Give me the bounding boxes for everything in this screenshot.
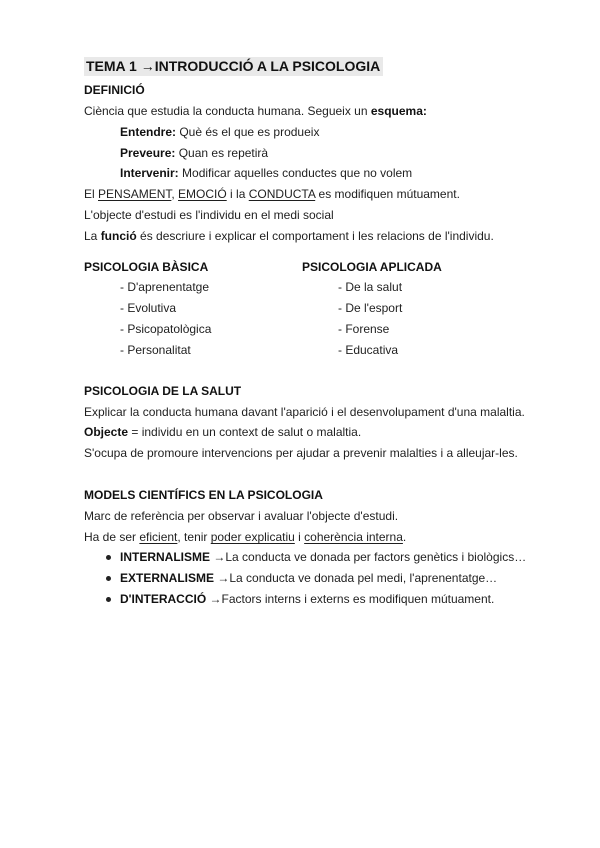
models-line-2 [84,529,406,545]
definicio-line-1 [84,186,460,202]
text-run: , tenir [177,530,211,544]
bullet-icon [106,576,111,581]
bold-term: funció [100,229,137,243]
scheme-item [120,145,268,161]
arrow-icon: → [206,592,222,606]
scheme-item [120,124,319,140]
list-item: - D'aprenentatge [120,280,210,294]
text-run: La [84,229,101,243]
list-item [120,570,497,586]
section-heading-models: MODELS CIENTÍFICS EN LA PSICOLOGIA [84,488,323,502]
text-run: es modifiquen mútuament. [315,187,460,201]
text-run: Ha de ser [84,530,140,544]
text-run: La conducta ve donada per factors genètics i biològics… [225,550,527,564]
list-item [120,591,494,607]
text-run: , [171,187,179,201]
section-heading-aplicada: PSICOLOGIA APLICADA [302,260,442,274]
list-item: - Educativa [338,343,399,357]
salut-line-3: S'ocupa de promoure intervencions per ajudar a prevenir malalties i a alleujar-les. [84,446,518,460]
list-item: - De la salut [338,280,403,294]
text-run: . [402,530,407,544]
text-run: La conducta ve donada pel medi, l'aprenentatge… [229,571,498,585]
bold-term: D'INTERACCIÓ [120,592,207,606]
text-run: i [294,530,305,544]
arrow-icon: → [214,571,230,585]
section-heading-definicio: DEFINICIÓ [84,83,145,97]
underlined-term: PENSAMENT [98,187,172,201]
definicio-line-2: L'objecte d'estudi es l'individu en el medi social [84,208,334,222]
underlined-term: coherència interna [304,530,403,544]
underlined-term: CONDUCTA [248,187,316,201]
scheme-desc: Quan es repetirà [175,146,269,160]
list-item: - Forense [338,322,390,336]
definicio-intro-text: Ciència que estudia la conducta humana. Segueix un [84,104,371,118]
underlined-term: eficient [139,530,178,544]
models-line-1: Marc de referència per observar i avaluar l'objecte d'estudi. [84,509,399,523]
page-title: TEMA 1 →INTRODUCCIÓ A LA PSICOLOGIA [84,57,383,76]
definicio-intro [84,103,427,119]
scheme-term: Preveure: [120,146,176,160]
list-item: - Evolutiva [120,301,177,315]
arrow-icon: → [210,550,226,564]
definicio-line-3 [84,228,494,244]
bullet-icon [106,555,111,560]
scheme-item [120,165,412,181]
scheme-desc: Modificar aquelles conductes que no volem [178,166,413,180]
underlined-term: poder explicatiu [210,530,295,544]
salut-line-1: Explicar la conducta humana davant l'aparició i el desenvolupament d'una malaltia. [84,405,525,419]
text-run: és descriure i explicar el comportament i les relacions de l'individu. [136,229,494,243]
list-item: - Psicopatològica [120,322,212,336]
bold-term: Objecte [84,425,129,439]
bold-term: INTERNALISME [120,550,210,564]
scheme-desc: Què és el que es produeix [176,125,320,139]
list-item [120,549,526,565]
bullet-icon [106,597,111,602]
section-heading-basica: PSICOLOGIA BÀSICA [84,260,209,274]
scheme-term: Entendre: [120,125,177,139]
text-run: Factors interns i externs es modifiquen mútuament. [221,592,495,606]
list-item: - Personalitat [120,343,191,357]
definicio-intro-bold: esquema: [370,104,427,118]
text-run: i la [226,187,249,201]
text-run: El [84,187,99,201]
list-item: - De l'esport [338,301,403,315]
salut-line-2 [84,424,361,440]
scheme-term: Intervenir: [120,166,179,180]
bold-term: EXTERNALISME [120,571,215,585]
underlined-term: EMOCIÓ [178,187,227,201]
text-run: = individu en un context de salut o malaltia. [128,425,362,439]
section-heading-salut: PSICOLOGIA DE LA SALUT [84,384,242,398]
